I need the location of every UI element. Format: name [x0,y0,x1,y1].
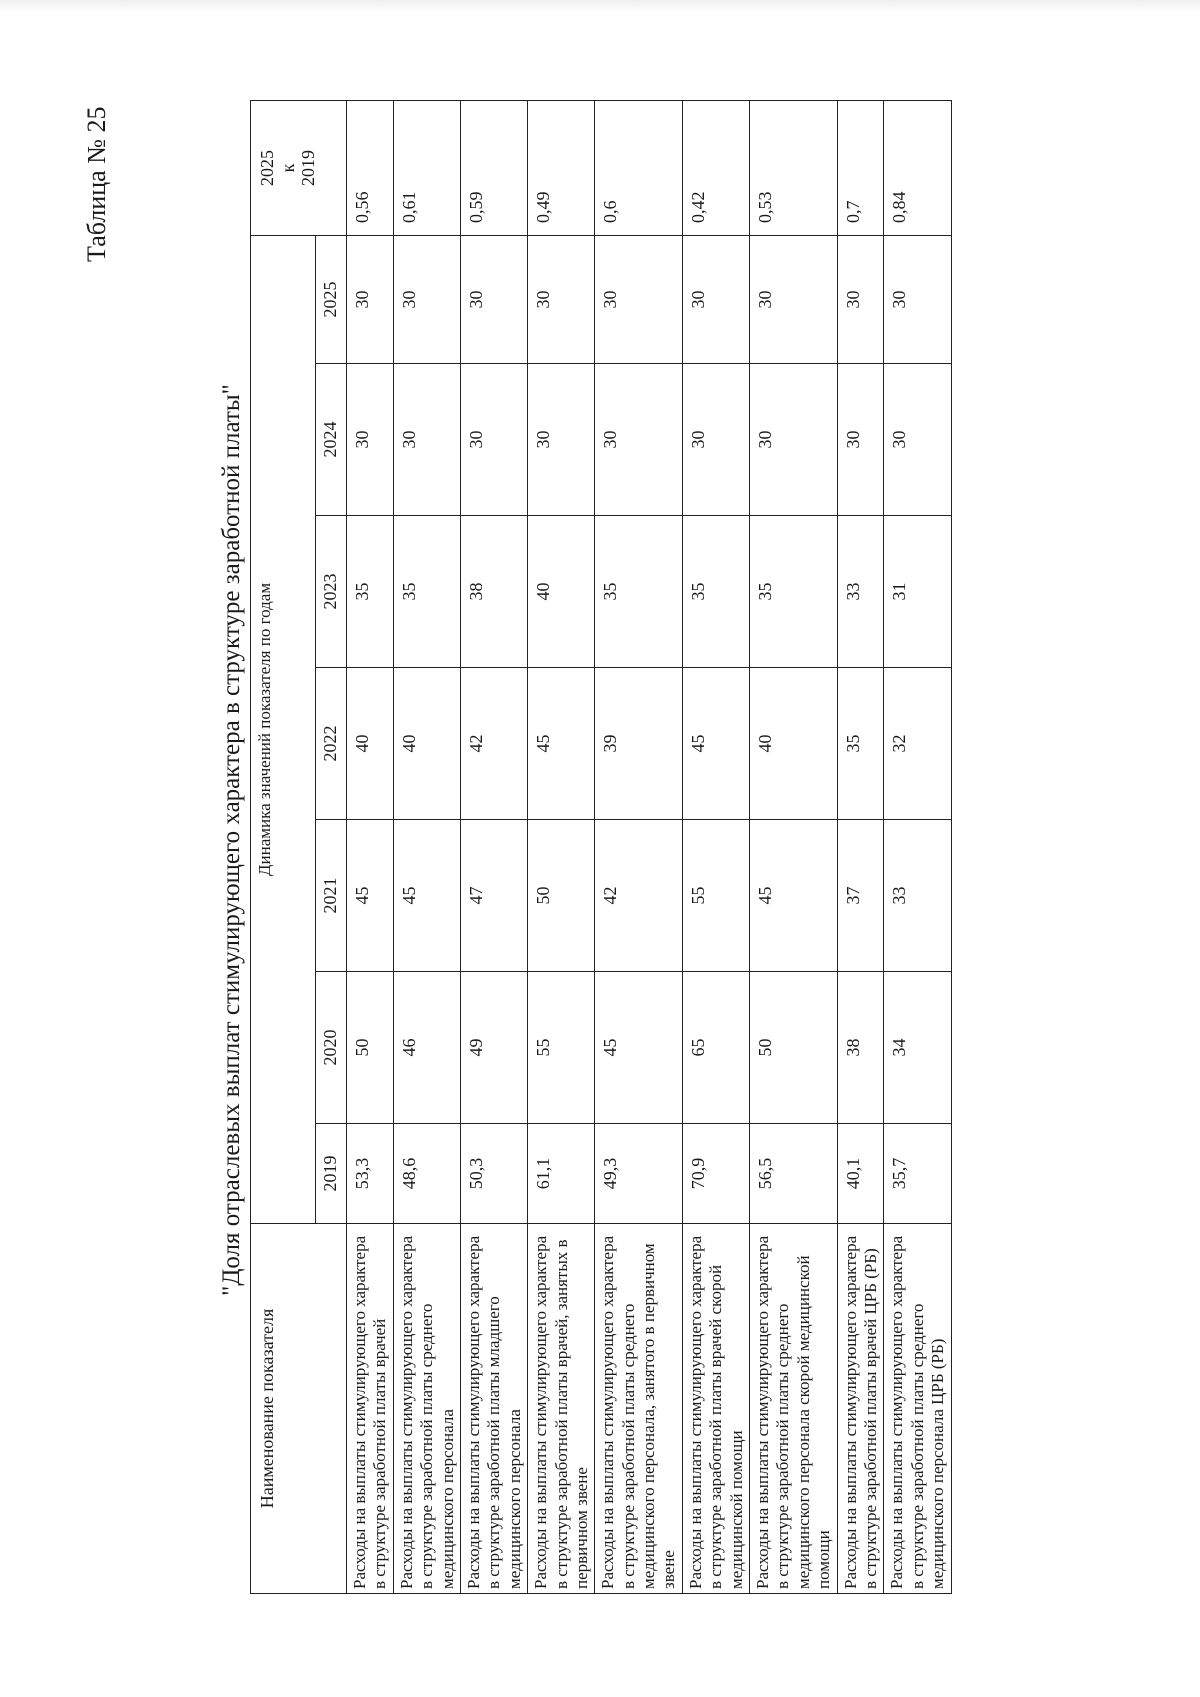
rotated-sheet [60,60,1140,1620]
value-cell: 42 [460,668,527,820]
value-cell: 35,7 [884,1124,951,1224]
year-header: 2021 [316,820,347,972]
indicator-name: Расходы на выплаты стимулирующего характера в структуре заработной платы среднего медицинского персонала [393,1224,460,1594]
name-column-header: Наименование показателя [251,1224,347,1594]
ratio-cell: 0,42 [682,100,749,235]
indicator-name: Расходы на выплаты стимулирующего характера в структуре заработной платы среднего медицинского персонала, занятого в первичном звене [595,1224,683,1594]
value-cell: 33 [837,516,884,668]
table-row [682,100,749,1593]
table-row [347,100,394,1593]
ratio-header-line: 2019 [298,149,319,186]
ratio-cell: 0,84 [884,100,951,235]
ratio-column-header [251,100,347,235]
value-cell: 37 [837,820,884,972]
value-cell: 35 [750,516,838,668]
value-cell: 61,1 [528,1124,595,1224]
value-cell: 50 [750,972,838,1124]
value-cell: 30 [682,235,749,363]
value-cell: 45 [347,820,394,972]
ratio-cell: 0,49 [528,100,595,235]
dynamics-header: Динамика значений показателя по годам [251,235,316,1223]
ratio-cell: 0,7 [837,100,884,235]
table-row [750,100,838,1593]
value-cell: 33 [884,820,951,972]
year-header: 2025 [316,235,347,363]
value-cell: 30 [682,364,749,516]
value-cell: 56,5 [750,1124,838,1224]
indicator-name: Расходы на выплаты стимулирующего характера в структуре заработной платы среднего медицинского персонала ЦРБ (РБ) [884,1224,951,1594]
ratio-header-line: к [277,163,298,173]
indicator-name: Расходы на выплаты стимулирующего характера в структуре заработной платы врачей ЦРБ (РБ) [837,1224,884,1594]
value-cell: 50 [347,972,394,1124]
value-cell: 40 [347,668,394,820]
value-cell: 48,6 [393,1124,460,1224]
value-cell: 55 [682,820,749,972]
value-cell: 30 [528,364,595,516]
header-row [251,100,316,1593]
value-cell: 50 [528,820,595,972]
table-row [393,100,460,1593]
table-row [837,100,884,1593]
indicator-name: Расходы на выплаты стимулирующего характера в структуре заработной платы врачей скорой медицинской помощи [682,1224,749,1594]
value-cell: 65 [682,972,749,1124]
value-cell: 30 [393,364,460,516]
value-cell: 31 [884,516,951,668]
indicator-name: Расходы на выплаты стимулирующего характера в структуре заработной платы среднего медицинского персонала скорой медицинской помощи [750,1224,838,1594]
document-title: "Доля отраслевых выплат стимулирующего характера в структуре заработной платы" [218,384,245,1296]
value-cell: 34 [884,972,951,1124]
value-cell: 38 [460,516,527,668]
value-cell: 30 [460,364,527,516]
value-cell: 49 [460,972,527,1124]
value-cell: 30 [884,364,951,516]
value-cell: 35 [347,516,394,668]
value-cell: 39 [595,668,683,820]
value-cell: 40 [393,668,460,820]
value-cell: 35 [595,516,683,668]
value-cell: 55 [528,972,595,1124]
year-header: 2024 [316,364,347,516]
value-cell: 49,3 [595,1124,683,1224]
year-header: 2023 [316,516,347,668]
table-number: Таблица № 25 [82,106,111,262]
ratio-cell: 0,59 [460,100,527,235]
value-cell: 40 [528,516,595,668]
value-cell: 45 [393,820,460,972]
value-cell: 30 [528,235,595,363]
indicator-name: Расходы на выплаты стимулирующего характера в структуре заработной платы врачей [347,1224,394,1594]
scan-edge [0,0,1200,12]
value-cell: 32 [884,668,951,820]
year-header: 2022 [316,668,347,820]
value-cell: 35 [837,668,884,820]
value-cell: 45 [528,668,595,820]
value-cell: 30 [347,364,394,516]
indicator-name: Расходы на выплаты стимулирующего характера в структуре заработной платы младшего медицинского персонала [460,1224,527,1594]
ratio-cell: 0,6 [595,100,683,235]
value-cell: 50,3 [460,1124,527,1224]
value-cell: 30 [837,364,884,516]
ratio-header-line: 2025 [257,149,277,186]
value-cell: 30 [347,235,394,363]
table-row [884,100,951,1593]
ratio-cell: 0,56 [347,100,394,235]
indicator-name: Расходы на выплаты стимулирующего характера в структуре заработной платы врачей, занятых в первичном звене [528,1224,595,1594]
value-cell: 30 [750,364,838,516]
ratio-cell: 0,53 [750,100,838,235]
value-cell: 30 [750,235,838,363]
value-cell: 45 [750,820,838,972]
value-cell: 70,9 [682,1124,749,1224]
year-header: 2019 [316,1124,347,1224]
value-cell: 30 [393,235,460,363]
value-cell: 40 [750,668,838,820]
value-cell: 53,3 [347,1124,394,1224]
table-row [528,100,595,1593]
value-cell: 47 [460,820,527,972]
data-table [250,100,952,1594]
value-cell: 30 [460,235,527,363]
ratio-cell: 0,61 [393,100,460,235]
table-row [460,100,527,1593]
value-cell: 30 [837,235,884,363]
value-cell: 35 [393,516,460,668]
value-cell: 35 [682,516,749,668]
value-cell: 42 [595,820,683,972]
value-cell: 30 [884,235,951,363]
value-cell: 45 [682,668,749,820]
value-cell: 45 [595,972,683,1124]
value-cell: 30 [595,235,683,363]
table-row [595,100,683,1593]
value-cell: 46 [393,972,460,1124]
value-cell: 38 [837,972,884,1124]
year-header: 2020 [316,972,347,1124]
value-cell: 40,1 [837,1124,884,1224]
value-cell: 30 [595,364,683,516]
